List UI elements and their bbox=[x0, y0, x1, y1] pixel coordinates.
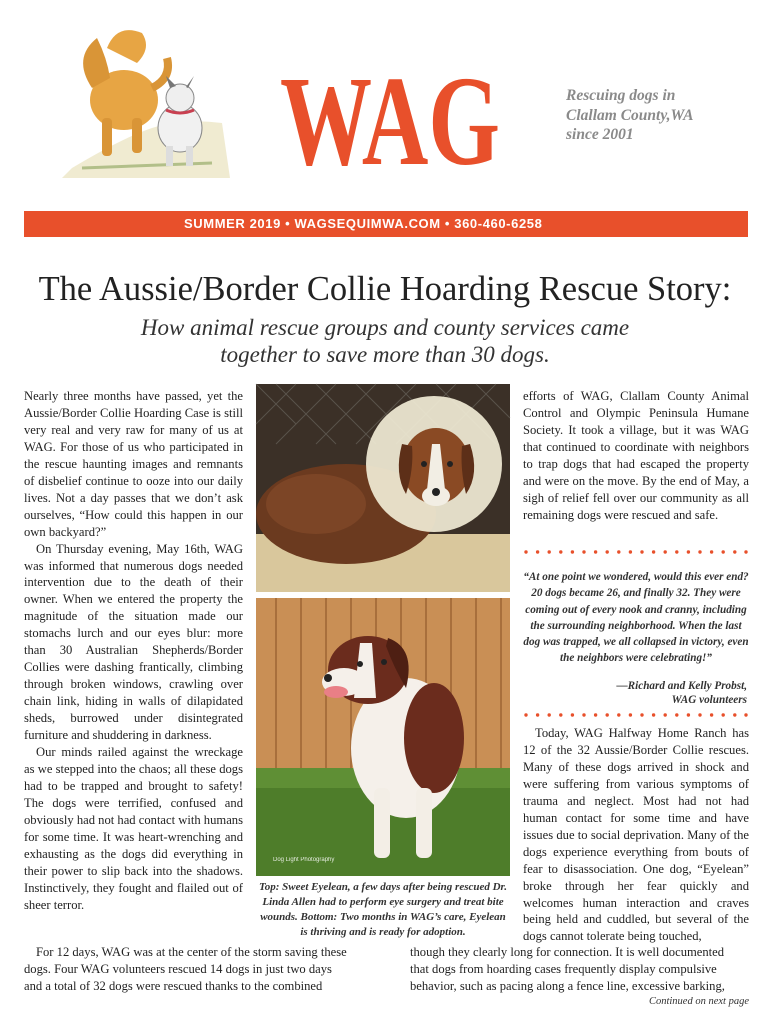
issue-banner: SUMMER 2019 • WAGSEQUIMWA.COM • 360-460-6258 bbox=[24, 211, 748, 237]
article-headline: The Aussie/Border Collie Hoarding Rescue Story: bbox=[38, 270, 732, 308]
quote-divider-bottom bbox=[523, 712, 749, 718]
article-column-3-top bbox=[523, 388, 749, 524]
article-subhead bbox=[60, 314, 710, 368]
bottom-left-line-3: and a total of 32 dogs were rescued thanks to the combined bbox=[24, 978, 323, 993]
attribution-line-1: —Richard and Kelly Probst, bbox=[616, 680, 747, 692]
article-column-1 bbox=[24, 388, 243, 914]
paragraph-col3-top: efforts of WAG, Clallam County Animal Control and Olympic Peninsula Humane Society. It took a village, but it was WAG that continued to coordinate with neighbors to trap dogs that had escaped the property and were on the move. By the end of May, a sigh of relief fell over our community as all remaining dogs were rescued and safe. bbox=[523, 389, 749, 522]
bottom-left-line-2: dogs. Four WAG volunteers rescued 14 dogs in just two days bbox=[24, 961, 332, 976]
attribution-line-2: WAG volunteers bbox=[671, 694, 747, 706]
paragraph-1: Nearly three months have passed, yet the Aussie/Border Collie Hoarding Case is still very real and very raw for many of us at WAG. For those of us who participated in the rescue haunting images and remnants of disbelief continue to ooze into our daily lives. Not a day passes that we don’t ask ourselves, “How could this happen in our own backyard?” bbox=[24, 389, 243, 539]
photo-eyelean-cone bbox=[256, 384, 510, 592]
bottom-right-text bbox=[410, 944, 749, 995]
photo-credit: Dog Light Photography bbox=[273, 857, 335, 863]
bottom-right-line-1: though they clearly long for connection. It is well documented bbox=[410, 945, 725, 959]
tagline bbox=[566, 86, 736, 145]
wag-logo bbox=[278, 50, 503, 192]
tagline-line-3: since 2001 bbox=[566, 126, 634, 143]
pull-quote-attribution bbox=[523, 679, 747, 707]
paragraph-col3-bottom: Today, WAG Halfway Home Ranch has 12 of the 32 Aussie/Border Collie rescues. Many of these dogs arrived in shock and were suffering from various symptoms of trauma and neglect. Most had not had human contact for some time and have issues due to social deprivation. Many of the dogs experience everything from bouts of fear to disassociation. One dog, “Eyelean” broke through her fear quickly and welcomes human interaction and craves being held and cuddled, but several of the dogs cannot tolerate being touched, bbox=[523, 726, 749, 944]
quote-divider-top bbox=[523, 549, 749, 555]
continued-note: Continued on next page bbox=[648, 996, 749, 1007]
subhead-line-2: together to save more than 30 dogs. bbox=[220, 342, 550, 367]
tagline-line-2: Clallam County,WA bbox=[566, 106, 694, 124]
bottom-left-line-1: For 12 days, WAG was at the center of the storm saving these bbox=[36, 945, 347, 959]
paragraph-3: Our minds railed against the wreckage as we stepped into the chaos; all these dogs had to be trapped and brought to safety! The dogs were terrified, confused and obviously had not had contact with humans for some time. It was heart-wrenching and exhausting as the dogs did everything in their power to slip back into the shadows. Instinctively, they fought and flailed out of sheer terror. bbox=[24, 745, 243, 912]
photo-eyelean-thriving bbox=[256, 598, 510, 876]
bottom-right-line-2: that dogs from hoarding cases frequently display compulsive bbox=[410, 961, 717, 976]
article-column-3-bottom bbox=[523, 725, 749, 945]
paragraph-2: On Thursday evening, May 16th, WAG was informed that numerous dogs needed intervention due to the death of their owner. When we entered the property the magnitude of the situation made our stomachs lurch and our eyes blur: more than 30 Australian Shepherds/Border Collies were dashing frantically, climbing through broken windows, crawling over chain link, hiding in walls of dilapidated sheds, burrowed under disintegrated furniture and shuddering in darkness. bbox=[24, 541, 243, 743]
bottom-left-text bbox=[24, 944, 364, 995]
bottom-right-line-3: behavior, such as pacing along a fence line, excessive barking, bbox=[410, 978, 725, 993]
dogs-illustration bbox=[62, 18, 230, 178]
pull-quote: “At one point we wondered, would this ever end? 20 dogs became 26, and finally 32. They were coming out of every nook and cranny, including the surrounding neighborhood. When the last dog was trapped, we all collapsed in victory, even the neighbors were celebrating!” bbox=[523, 571, 749, 665]
photo-caption: Top: Sweet Eyelean, a few days after being rescued Dr. Linda Allen had to perform eye surgery and treat bite wounds. Bottom: Two months in WAG’s care, Eyelean is thriving and is ready for adoption. bbox=[259, 881, 507, 938]
subhead-line-1: How animal rescue groups and county services came bbox=[140, 315, 630, 340]
logo-text: WAG bbox=[280, 50, 500, 192]
tagline-line-1: Rescuing dogs in bbox=[566, 87, 676, 104]
